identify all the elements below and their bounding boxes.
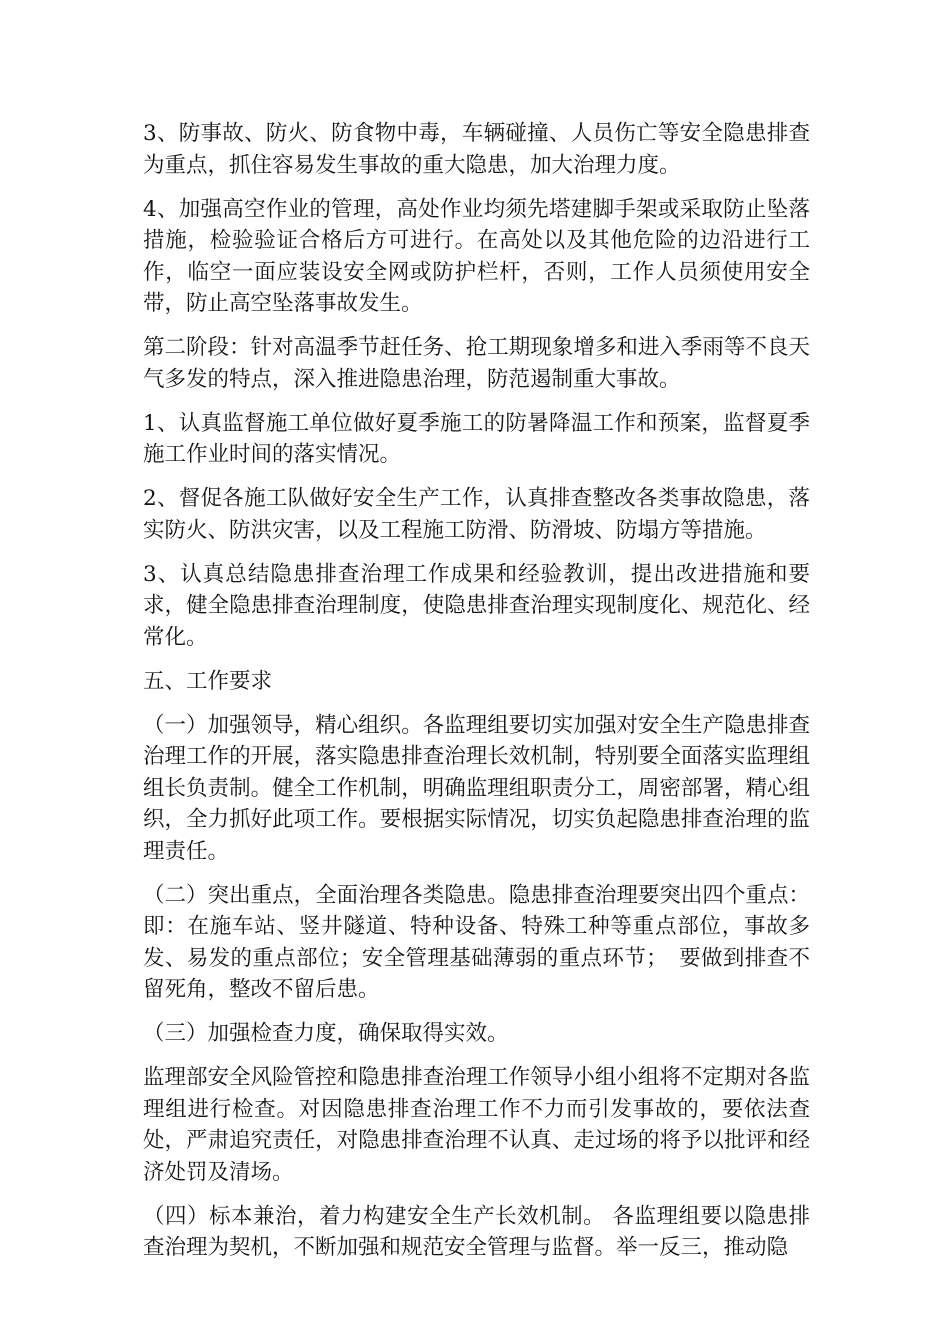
paragraph-8: （一）加强领导，精心组织。各监理组要切实加强对安全生产隐患排查治理工作的开展，落实隐患排查治理长效机制，特别要全面落实监理组组长负责制。健全工作机制，明确监理组职责分工，周密部署，精心组织，全力抓好此项工作。要根据实际情况，切实负起隐患排查治理的监理责任。 bbox=[143, 712, 810, 864]
paragraph-10: （三）加强检查力度，确保取得实效。 bbox=[143, 1021, 509, 1046]
paragraph-12: （四）标本兼治，着力构建安全生产长效机制。 各监理组要以隐患排查治理为契机，不断加强和规范安全管理与监督。举一反三，推动隐 bbox=[143, 1203, 810, 1260]
paragraph-4: 1、认真监督施工单位做好夏季施工的防暑降温工作和预案，监督夏季施工作业时间的落实情况。 bbox=[143, 410, 810, 467]
document-page bbox=[143, 118, 810, 1276]
paragraph-6: 3、认真总结隐患排查治理工作成果和经验教训，提出改进措施和要求，健全隐患排查治理制度，使隐患排查治理实现制度化、规范化、经常化。 bbox=[143, 561, 810, 650]
paragraph-9: （二）突出重点，全面治理各类隐患。隐患排查治理要突出四个重点：即：在施车站、竖井隧道、特种设备、特殊工种等重点部位，事故多发、易发的重点部位；安全管理基础薄弱的重点环节； 要做到排查不留死角，整改不留后患。 bbox=[143, 882, 810, 1002]
paragraph-2: 4、加强高空作业的管理，高处作业均须先塔建脚手架或采取防止坠落措施，检验验证合格后方可进行。在高处以及其他危险的边沿进行工作，临空一面应装设安全网或防护栏杆，否则，工作人员须使用安全带，防止高空坠落事故发生。 bbox=[143, 196, 810, 316]
paragraph-5: 2、督促各施工队做好安全生产工作，认真排查整改各类事故隐患，落实防火、防洪灾害，以及工程施工防滑、防滑坡、防塌方等措施。 bbox=[143, 486, 810, 543]
paragraph-3: 第二阶段：针对高温季节赶任务、抢工期现象增多和进入季雨等不良天气多发的特点，深入推进隐患治理，防范遏制重大事故。 bbox=[143, 335, 810, 392]
paragraph-11: 监理部安全风险管控和隐患排查治理工作领导小组小组将不定期对各监理组进行检查。对因隐患排查治理工作不力而引发事故的，要依法查处，严肃追究责任，对隐患排查治理不认真、走过场的将予以批评和经济处罚及清场。 bbox=[143, 1065, 810, 1185]
section-heading: 五、工作要求 bbox=[143, 668, 273, 694]
paragraph-1: 3、防事故、防火、防食物中毒，车辆碰撞、人员伤亡等安全隐患排查为重点，抓住容易发生事故的重大隐患，加大治理力度。 bbox=[143, 121, 810, 178]
